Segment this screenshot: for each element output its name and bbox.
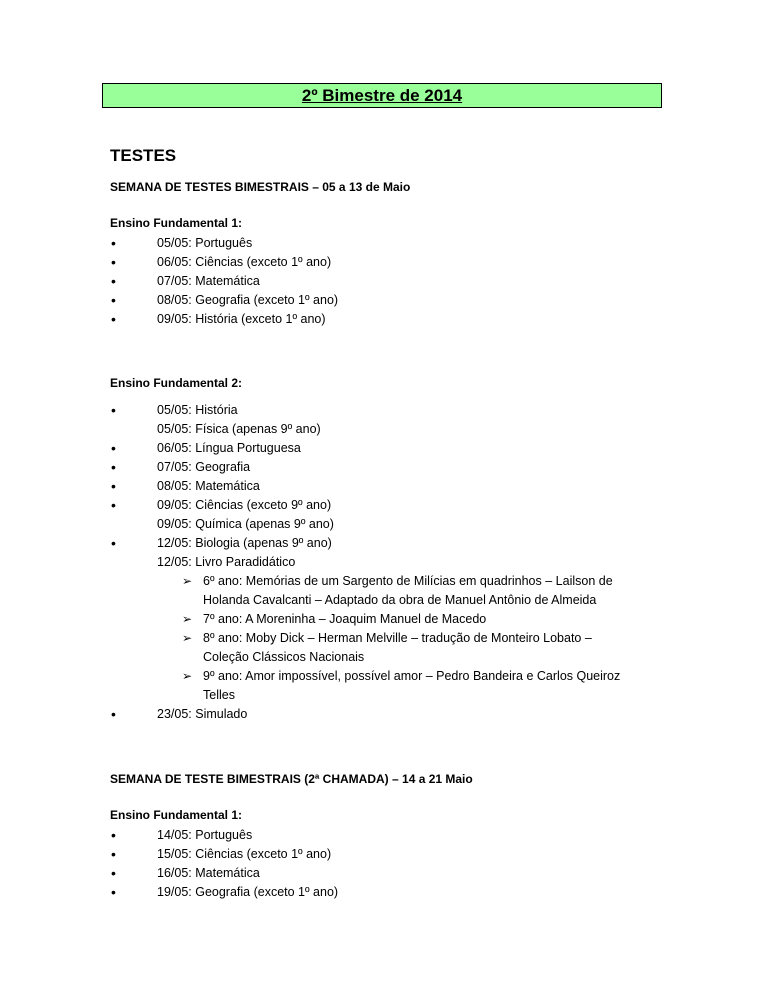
week1-heading: SEMANA DE TESTES BIMESTRAIS – 05 a 13 de Maio — [110, 180, 411, 194]
list-item: 08/05: Matemática — [157, 479, 260, 493]
bullet-icon: • — [111, 440, 116, 456]
list-item: 14/05: Português — [157, 828, 253, 842]
arrow-bullet-icon: ➢ — [182, 574, 193, 588]
list-item: 09/05: Química (apenas 9º ano) — [157, 517, 334, 531]
bullet-icon: • — [111, 292, 116, 308]
book-line: 9º ano: Amor impossível, possível amor – Pedro Bandeira e Carlos Queiroz — [203, 669, 621, 683]
bullet-icon: • — [111, 846, 116, 862]
list-item: 07/05: Geografia — [157, 460, 251, 474]
bullet-icon: • — [111, 273, 116, 289]
week1-ef2-heading: Ensino Fundamental 2: — [110, 376, 243, 390]
bullet-icon: • — [111, 706, 116, 722]
bullet-icon: • — [111, 497, 116, 513]
section-heading-testes: TESTES — [110, 146, 177, 165]
page-title: 2º Bimestre de 2014 — [301, 86, 463, 105]
bullet-icon: • — [111, 478, 116, 494]
bullet-icon: • — [111, 865, 116, 881]
bullet-icon: • — [111, 827, 116, 843]
bullet-icon: • — [111, 402, 116, 418]
list-item: 12/05: Livro Paradidático — [157, 555, 296, 569]
title-banner — [102, 83, 662, 108]
list-item: 09/05: Ciências (exceto 9º ano) — [157, 498, 332, 512]
arrow-bullet-icon: ➢ — [182, 631, 193, 645]
week2-heading: SEMANA DE TESTE BIMESTRAIS (2ª CHAMADA) – 14 a 21 Maio — [110, 772, 473, 786]
book-line: 8º ano: Moby Dick – Herman Melville – tradução de Monteiro Lobato – — [203, 631, 592, 645]
week2-ef1-heading: Ensino Fundamental 1: — [110, 808, 243, 822]
week1-ef1-heading: Ensino Fundamental 1: — [110, 216, 243, 230]
book-line: 6º ano: Memórias de um Sargento de Milícias em quadrinhos – Lailson de — [203, 574, 613, 588]
list-item: 19/05: Geografia (exceto 1º ano) — [157, 885, 339, 899]
list-item: 08/05: Geografia (exceto 1º ano) — [157, 293, 339, 307]
list-item: 15/05: Ciências (exceto 1º ano) — [157, 847, 332, 861]
arrow-bullet-icon: ➢ — [182, 612, 193, 626]
list-item: 12/05: Biologia (apenas 9º ano) — [157, 536, 332, 550]
bullet-icon: • — [111, 254, 116, 270]
book-line: 7º ano: A Moreninha – Joaquim Manuel de Macedo — [203, 612, 487, 626]
book-line: Coleção Clássicos Nacionais — [203, 650, 365, 664]
list-item: 05/05: História — [157, 403, 238, 417]
list-item: 06/05: Língua Portuguesa — [157, 441, 301, 455]
arrow-bullet-icon: ➢ — [182, 669, 193, 683]
bullet-icon: • — [111, 235, 116, 251]
book-line: Telles — [203, 688, 235, 702]
list-item: 05/05: Português — [157, 236, 253, 250]
bullet-icon: • — [111, 459, 116, 475]
list-item: 06/05: Ciências (exceto 1º ano) — [157, 255, 332, 269]
list-item: 05/05: Física (apenas 9º ano) — [157, 422, 321, 436]
list-item: 16/05: Matemática — [157, 866, 260, 880]
list-item: 07/05: Matemática — [157, 274, 260, 288]
bullet-icon: • — [111, 884, 116, 900]
bullet-icon: • — [111, 535, 116, 551]
book-line: Holanda Cavalcanti – Adaptado da obra de Manuel Antônio de Almeida — [203, 593, 597, 607]
list-item: 23/05: Simulado — [157, 707, 248, 721]
bullet-icon: • — [111, 311, 116, 327]
list-item: 09/05: História (exceto 1º ano) — [157, 312, 326, 326]
